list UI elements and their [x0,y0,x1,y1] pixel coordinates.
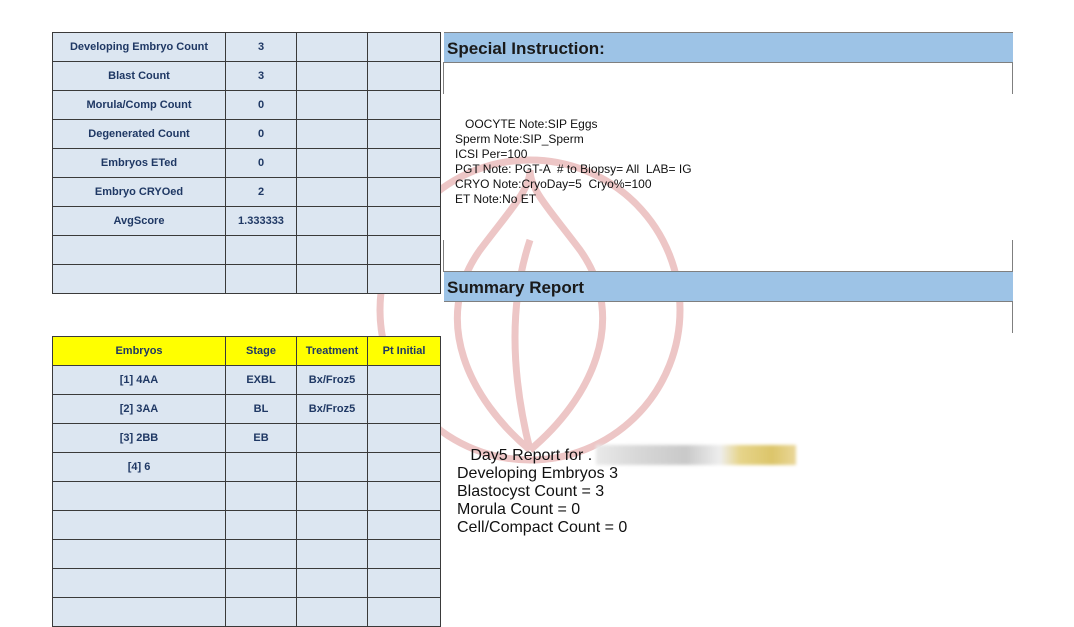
instruction-line: ET Note:No ET [455,192,537,206]
pt-initial-cell [368,424,441,453]
pt-initial-cell [368,395,441,424]
stage-cell: BL [226,395,297,424]
empty-cell [297,33,368,62]
empty-cell [368,91,441,120]
table-row [53,178,441,207]
empty-cell [368,569,441,598]
empty-cell [368,598,441,627]
empty-cell [368,207,441,236]
empty-cell [297,540,368,569]
pt-initial-cell [368,453,441,482]
summary-report-text [457,445,796,537]
empty-cell [368,178,441,207]
table-row [53,33,441,62]
empty-cell [53,265,226,294]
empty-cell [297,236,368,265]
stat-value: 3 [226,62,297,91]
stat-label: Morula/Comp Count [53,91,226,120]
stat-label: Blast Count [53,62,226,91]
empty-cell [226,540,297,569]
empty-cell [53,598,226,627]
empty-cell [297,149,368,178]
report-line: Blastocyst Count = 3 [457,483,605,500]
empty-cell [297,120,368,149]
table-row [53,424,441,453]
stat-value: 1.333333 [226,207,297,236]
embryo-cell: [2] 3AA [53,395,226,424]
embryo-table [52,336,441,627]
embryo-cell: [3] 2BB [53,424,226,453]
column-header: Treatment [297,337,368,366]
stat-label: Embryo CRYOed [53,178,226,207]
table-row [53,207,441,236]
embryo-cell: [4] 6 [53,453,226,482]
table-row [53,91,441,120]
table-row [53,149,441,178]
empty-cell [297,265,368,294]
table-row [53,569,441,598]
empty-cell [368,540,441,569]
treatment-cell [297,453,368,482]
table-row [53,540,441,569]
empty-cell [226,598,297,627]
divider [1012,62,1013,94]
stat-label: AvgScore [53,207,226,236]
instruction-line: CRYO Note:CryoDay=5 Cryo%=100 [455,177,652,191]
empty-cell [368,149,441,178]
empty-cell [226,482,297,511]
table-row [53,120,441,149]
empty-cell [368,511,441,540]
pt-initial-cell [368,366,441,395]
empty-cell [368,33,441,62]
stat-label: Embryos ETed [53,149,226,178]
report-line: Cell/Compact Count = 0 [457,519,628,536]
empty-cell [226,265,297,294]
table-row [53,236,441,265]
divider [443,240,444,272]
empty-cell [297,178,368,207]
table-row [53,482,441,511]
table-row [53,62,441,91]
report-line: Morula Count = 0 [457,501,581,518]
empty-cell [368,236,441,265]
table-row [53,453,441,482]
report-line: Developing Embryos 3 [457,465,618,482]
summary-report-header: Summary Report [444,271,1013,302]
empty-cell [368,120,441,149]
treatment-cell: Bx/Froz5 [297,366,368,395]
empty-cell [297,598,368,627]
empty-cell [53,236,226,265]
empty-cell [226,236,297,265]
column-header: Stage [226,337,297,366]
empty-cell [53,511,226,540]
table-row [53,366,441,395]
stat-value: 3 [226,33,297,62]
stats-table [52,32,441,294]
stat-value: 0 [226,149,297,178]
empty-cell [226,569,297,598]
empty-cell [53,569,226,598]
table-row [53,265,441,294]
instruction-line: ICSI Per=100 [455,147,528,161]
empty-cell [53,540,226,569]
treatment-cell [297,424,368,453]
column-header: Embryos [53,337,226,366]
stage-cell: EXBL [226,366,297,395]
stage-cell: EB [226,424,297,453]
stat-label: Developing Embryo Count [53,33,226,62]
instruction-line: Sperm Note:SIP_Sperm [455,132,584,146]
stat-value: 2 [226,178,297,207]
special-instruction-header: Special Instruction: [444,32,1013,63]
table-row [53,395,441,424]
divider [1012,240,1013,272]
divider [443,62,444,94]
stat-value: 0 [226,91,297,120]
redacted-name [596,445,796,465]
stat-label: Degenerated Count [53,120,226,149]
treatment-cell: Bx/Froz5 [297,395,368,424]
empty-cell [368,265,441,294]
divider [1012,301,1013,333]
empty-cell [297,482,368,511]
table-row [53,598,441,627]
empty-cell [297,569,368,598]
empty-cell [297,62,368,91]
stat-value: 0 [226,120,297,149]
empty-cell [297,207,368,236]
stage-cell [226,453,297,482]
column-header: Pt Initial [368,337,441,366]
empty-cell [226,511,297,540]
empty-cell [368,62,441,91]
report-prefix: Day5 Report for . [457,447,593,464]
empty-cell [297,91,368,120]
table-header-row [53,337,441,366]
table-row [53,511,441,540]
empty-cell [53,482,226,511]
instruction-line: PGT Note: PGT-A # to Biopsy= All LAB= IG [455,162,692,176]
embryo-cell: [1] 4AA [53,366,226,395]
report-title-line [457,445,796,465]
empty-cell [297,511,368,540]
empty-cell [368,482,441,511]
instruction-line: OOCYTE Note:SIP Eggs [455,117,598,131]
special-instruction-text [455,117,692,207]
